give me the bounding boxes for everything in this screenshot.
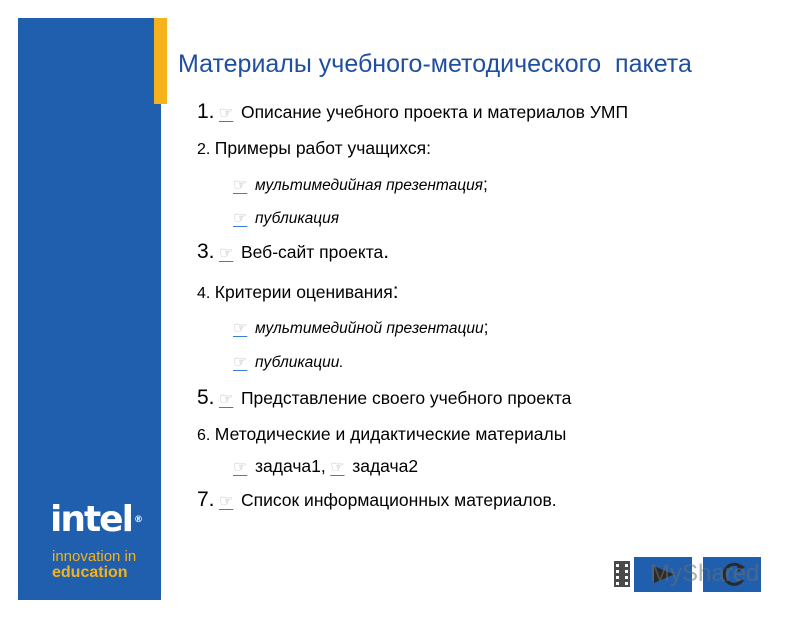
list-item: 3. ☞ Веб-сайт проекта. [197, 240, 390, 263]
list-item: 7. ☞ Список информационных материалов. [197, 488, 557, 511]
list-item: ☞ публикации. [233, 354, 344, 371]
intel-logo: intel ® [50, 499, 143, 540]
list-item: ☞ публикация [233, 210, 340, 227]
watermark: MyShared [650, 560, 760, 587]
pointing-hand-icon[interactable]: ☞ [233, 210, 248, 227]
list-item: ☞ мультимедийной презентации; [233, 317, 489, 337]
forward-button[interactable] [634, 557, 692, 592]
page-title: Материалы учебного-методического пакета [178, 50, 692, 78]
list-item: 4. Критерии оценивания: [197, 280, 399, 303]
list-item: 5. ☞ Представление своего учебного проекта [197, 386, 572, 409]
pointing-hand-icon[interactable]: ☞ [233, 354, 248, 371]
logo-tagline: innovation in education [52, 548, 137, 581]
list-item: ☞ задача1, ☞ задача2 [233, 456, 419, 476]
accent-bar [154, 18, 167, 104]
pointing-hand-icon[interactable]: ☞ [218, 391, 234, 408]
pointing-hand-icon[interactable]: ☞ [218, 245, 234, 262]
pointing-hand-icon[interactable]: ☞ [330, 459, 345, 476]
pointing-hand-icon[interactable]: ☞ [233, 459, 248, 476]
list-item: 2. Примеры работ учащихся: [197, 138, 431, 158]
film-icon[interactable] [612, 557, 632, 592]
pointing-hand-icon[interactable]: ☞ [218, 493, 234, 510]
list-item: ☞ мультимедийная презентация; [233, 174, 488, 194]
play-icon [654, 566, 674, 583]
list-item: 6. Методические и дидактические материалы [197, 424, 567, 444]
pointing-hand-icon[interactable]: ☞ [233, 177, 248, 194]
return-button[interactable] [703, 557, 761, 592]
pointing-hand-icon[interactable]: ☞ [218, 105, 234, 122]
list-item: 1. ☞ Описание учебного проекта и материалов УМП [197, 100, 629, 123]
pointing-hand-icon[interactable]: ☞ [233, 320, 248, 337]
